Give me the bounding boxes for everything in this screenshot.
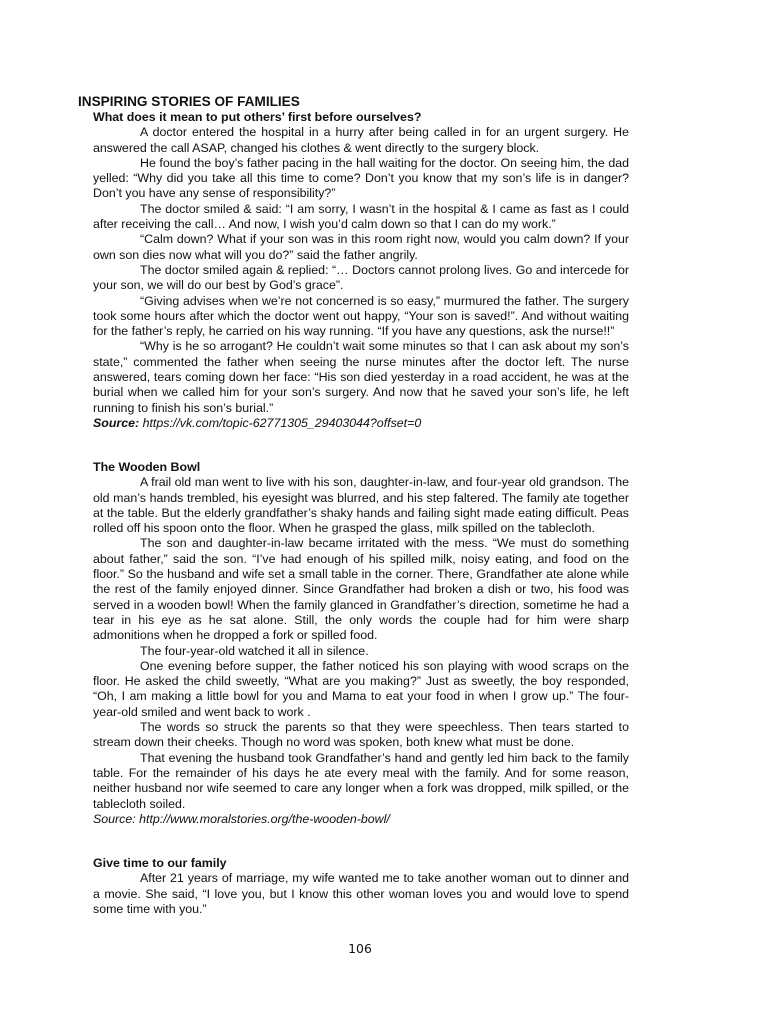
source-label: Source: [93,415,140,430]
story-paragraph: A doctor entered the hospital in a hurry after being called in for an urgent surgery. He answered the call ASAP, changed his clothes & went directly to the surgery block. [93,125,629,155]
story-paragraph: After 21 years of marriage, my wife wanted me to take another woman out to dinner and a movie. She said, “I love you, but I know this other woman loves you and would love to spend some time with you.” [93,871,629,916]
story-paragraph: He found the boy’s father pacing in the hall waiting for the doctor. On seeing him, the dad yelled: “Why did you take all this time to come? Don’t you know that my son’s life is in danger? Don’t you have any sense of responsibility?” [93,155,629,201]
story-section-give-time [93,856,629,917]
story-paragraph: The four-year-old watched it all in silence. [140,643,369,658]
story-paragraph: The words so struck the parents so that they were speechless. Then tears started to stream down their cheeks. Though no word was spoken, both knew what must be done. [93,720,629,750]
page-title: INSPIRING STORIES OF FAMILIES [78,94,300,109]
story-paragraph: “Giving advises when we’re not concerned is so easy,” murmured the father. The surgery took some hours after which the doctor went out happy, “Your son is saved!”. And without waiting for the father’s reply, he carried on his way running. “If you have any questions, ask the nurse!!” [93,293,629,339]
source-line: Source: http://www.moralstories.org/the-wooden-bowl/ [93,811,390,826]
story-heading: Give time to our family [93,856,227,870]
story-paragraph: “Calm down? What if your son was in this room right now, would you calm down? If your own son dies now what will you do?” said the father angrily. [93,232,629,262]
source-url: https://vk.com/topic-62771305_29403044?offset=0 [142,415,422,430]
story-section-wooden-bowl [93,460,629,827]
story-paragraph: The doctor smiled again & replied: “… Doctors cannot prolong lives. Go and intercede for your son, we will do our best by God’s grace”. [93,262,629,293]
story-paragraph: A frail old man went to live with his son, daughter-in-law, and four-year old grandson. The old man’s hands trembled, his eyesight was blurred, and his step faltered. The family ate together at the table. But the elderly grandfather’s shaky hands and failing sight made eating difficult. Peas rolled off his spoon onto the floor. When he grasped the glass, milk spilled on the tablecloth. [93,475,629,536]
story-paragraph: The son and daughter-in-law became irritated with the mess. “We must do something about father,” said the son. “I’ve had enough of his spilled milk, noisy eating, and food on the floor.” So the husband and wife set a small table in the corner. There, Grandfather ate alone while the rest of the family enjoyed dinner. Since Grandfather had broken a dish or two, his food was served in a wooden bowl! When the family glanced in Grandfather’s direction, sometime he had a tear in his eye as he sat alone. Still, the only words the couple had for him were sharp admonitions when he dropped a fork or spilled food. [93,536,629,643]
source-line [93,416,629,431]
story-subtitle: What does it mean to put others’ first before ourselves? [93,110,422,124]
page-number: 106 [348,941,372,956]
story-section-others-first [93,110,629,431]
story-paragraph: The doctor smiled & said: “I am sorry, I wasn’t in the hospital & I came as fast as I could after receiving the call… And now, I wish you’d calm down so that I can do my work.” [93,201,629,232]
story-heading: The Wooden Bowl [93,460,201,474]
story-paragraph: “Why is he so arrogant? He couldn’t wait some minutes so that I can ask about my son’s state,” commented the father when seeing the nurse minutes after the doctor left. The nurse answered, tears coming down her face: “His son died yesterday in a road accident, he was at the burial when we called him for your son’s surgery. And now that he saved your son’s life, he left running to finish his son’s burial.” [93,339,629,415]
story-paragraph: One evening before supper, the father noticed his son playing with wood scraps on the floor. He asked the child sweetly, “What are you making?” Just as sweetly, the boy responded, “Oh, I am making a little bowl for you and Mama to eat your food in when I grow up.” The four-year-old smiled and went back to work . [93,658,629,719]
story-paragraph: That evening the husband took Grandfather’s hand and gently led him back to the family table. For the remainder of his days he ate every meal with the family. And for some reason, neither husband nor wife seemed to care any longer when a fork was dropped, milk spilled, or the tablecloth soiled. [93,750,629,811]
